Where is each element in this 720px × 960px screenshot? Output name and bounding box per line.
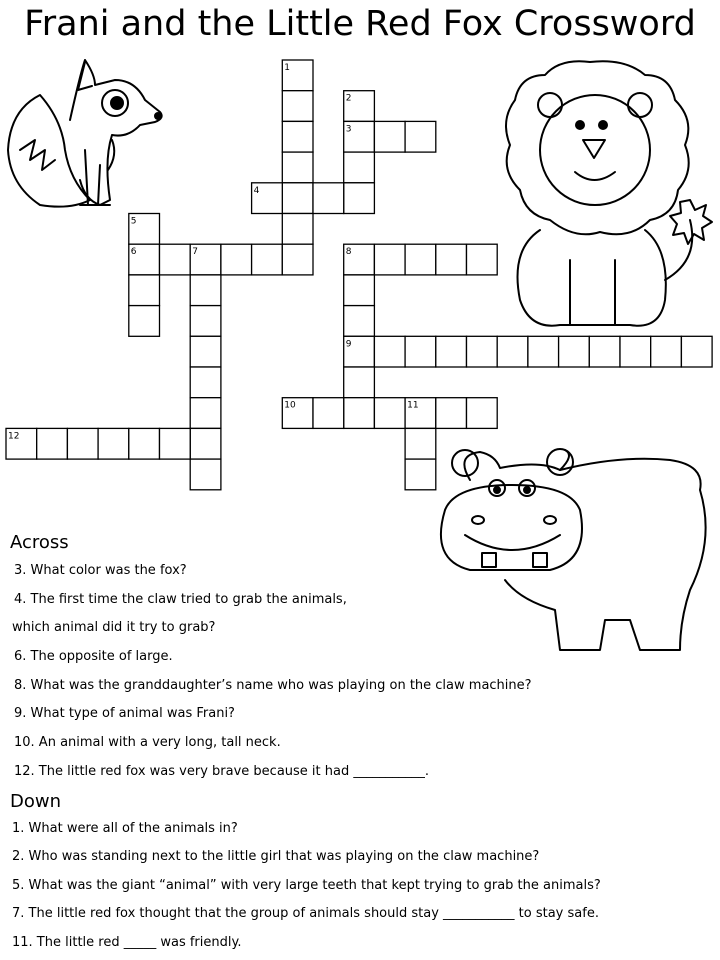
crossword-cell[interactable] — [681, 336, 712, 367]
crossword-cell[interactable] — [651, 336, 682, 367]
crossword-cell[interactable] — [282, 91, 313, 122]
crossword-cell[interactable] — [497, 336, 528, 367]
crossword-cell[interactable] — [344, 275, 375, 306]
clue-number: 12 — [8, 431, 20, 442]
crossword-cell[interactable] — [160, 428, 191, 459]
crossword-cell[interactable] — [98, 428, 129, 459]
clue-number: 5 — [130, 216, 137, 227]
across-clue: 12. The little red fox was very brave because it had ___________. — [14, 764, 429, 779]
crossword-cell[interactable] — [67, 428, 98, 459]
crossword-cell[interactable] — [190, 459, 221, 490]
crossword-cell[interactable] — [282, 121, 313, 152]
crossword-cell[interactable] — [190, 398, 221, 429]
crossword-cell[interactable] — [160, 244, 191, 275]
crossword-cell[interactable] — [282, 214, 313, 245]
crossword-cell[interactable] — [436, 398, 467, 429]
crossword-cell[interactable] — [344, 306, 375, 337]
crossword-cell[interactable] — [282, 183, 313, 214]
crossword-cell[interactable] — [467, 336, 498, 367]
crossword-cell[interactable] — [129, 275, 160, 306]
crossword-cell[interactable] — [436, 336, 467, 367]
crossword-cell[interactable] — [436, 244, 467, 275]
across-heading: Across — [10, 532, 69, 553]
across-clue: 8. What was the granddaughter’s name who was playing on the claw machine? — [14, 678, 532, 693]
crossword-cell[interactable] — [374, 398, 405, 429]
across-clue: 4. The first time the claw tried to grab the animals, — [14, 592, 347, 607]
crossword-cell[interactable] — [374, 336, 405, 367]
down-clue: 5. What was the giant “animal” with very large teeth that kept trying to grab the animals? — [12, 878, 601, 893]
crossword-cell[interactable] — [190, 275, 221, 306]
crossword-cell[interactable] — [190, 367, 221, 398]
across-clue: 9. What type of animal was Frani? — [14, 706, 235, 721]
down-clue: 1. What were all of the animals in? — [12, 821, 238, 836]
crossword-cell[interactable] — [313, 183, 344, 214]
clue-number: 6 — [130, 247, 137, 258]
crossword-cell[interactable] — [528, 336, 559, 367]
crossword-cell[interactable] — [129, 306, 160, 337]
crossword-cell[interactable] — [405, 121, 436, 152]
clue-number: 8 — [345, 247, 352, 258]
crossword-cell[interactable] — [620, 336, 651, 367]
crossword-cell[interactable] — [405, 459, 436, 490]
crossword-cell[interactable] — [405, 428, 436, 459]
clue-number: 2 — [345, 93, 352, 104]
crossword-cell[interactable] — [344, 152, 375, 183]
crossword-cell[interactable] — [252, 244, 283, 275]
clue-number: 4 — [253, 185, 260, 196]
across-clue: 10. An animal with a very long, tall neck. — [14, 735, 281, 750]
crossword-cell[interactable] — [190, 428, 221, 459]
crossword-cell[interactable] — [467, 244, 498, 275]
crossword-cell[interactable] — [344, 367, 375, 398]
crossword-cell[interactable] — [559, 336, 590, 367]
clue-number: 10 — [284, 400, 296, 411]
page-title: Frani and the Little Red Fox Crossword — [24, 4, 696, 44]
crossword-cell[interactable] — [374, 121, 405, 152]
down-clue: 7. The little red fox thought that the group of animals should stay ___________ to stay safe. — [12, 906, 599, 921]
clue-number: 7 — [192, 247, 198, 258]
across-clue: 3. What color was the fox? — [14, 563, 187, 578]
crossword-cell[interactable] — [344, 183, 375, 214]
clue-number: 11 — [407, 400, 419, 411]
down-clue: 11. The little red _____ was friendly. — [12, 935, 242, 950]
crossword-cell[interactable] — [405, 336, 436, 367]
crossword-cell[interactable] — [467, 398, 498, 429]
across-clue: 6. The opposite of large. — [14, 649, 173, 664]
crossword-cell[interactable] — [282, 152, 313, 183]
crossword-cell[interactable] — [190, 306, 221, 337]
clue-number: 1 — [284, 63, 291, 73]
crossword-cell[interactable] — [282, 244, 313, 275]
down-heading: Down — [10, 791, 62, 812]
clue-number: 9 — [345, 339, 352, 350]
crossword-cell[interactable] — [221, 244, 252, 275]
crossword-cell[interactable] — [37, 428, 68, 459]
crossword-cell[interactable] — [589, 336, 620, 367]
crossword-cell[interactable] — [129, 428, 160, 459]
across-clue: which animal did it try to grab? — [12, 620, 216, 635]
crossword-cell[interactable] — [405, 244, 436, 275]
crossword-cell[interactable] — [344, 398, 375, 429]
crossword-cell[interactable] — [374, 244, 405, 275]
crossword-cell[interactable] — [190, 336, 221, 367]
crossword-cell[interactable] — [313, 398, 344, 429]
down-clue: 2. Who was standing next to the little girl that was playing on the claw machine? — [12, 849, 540, 864]
clue-number: 3 — [345, 124, 352, 135]
